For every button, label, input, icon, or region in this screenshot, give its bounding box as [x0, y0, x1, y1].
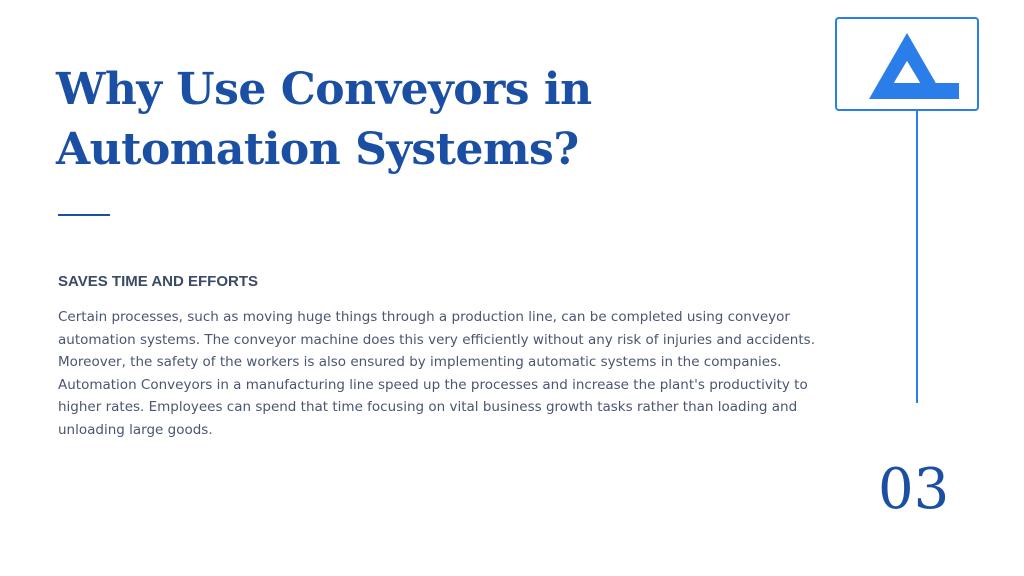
section-heading: SAVES TIME AND EFFORTS: [58, 273, 259, 290]
page-number: 03: [878, 457, 950, 522]
section-body-text: Certain processes, such as moving huge things through a production line, can be completed using conveyor automation systems. The conveyor machine does this very efficiently without any risk of injuries and accidents. Moreover, the safety of the workers is also ensured by implementing automatic systems in the companies. Automation Conveyors in a manufacturing line speed up the processes and increase the plant's productivity to higher rates. Employees can spend that time focusing on vital business growth tasks rather than loading and unloading large goods.: [58, 309, 815, 438]
triangle-a-logo-icon: [837, 19, 977, 109]
company-logo: [835, 17, 979, 111]
title-divider: [58, 214, 110, 216]
page-title: [56, 60, 776, 180]
title-line-1: Why Use Conveyors in: [56, 64, 592, 115]
title-line-2: Automation Systems?: [56, 124, 579, 175]
vertical-accent-line: [916, 110, 918, 403]
